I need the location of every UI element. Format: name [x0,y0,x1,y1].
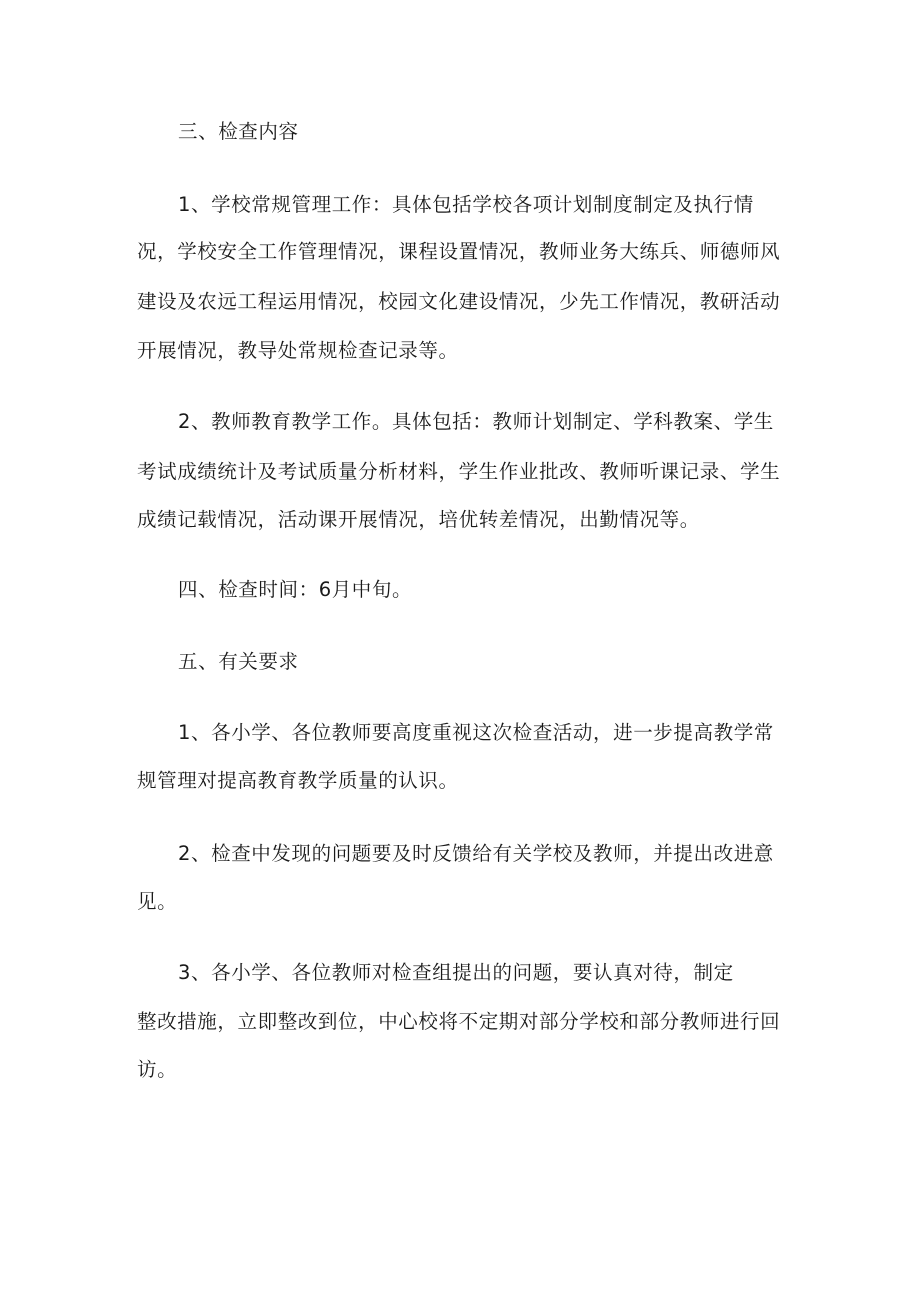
paragraph-line: 1、各小学、各位教师要高度重视这次检查活动，进一步提高教学常 [178,721,774,744]
section-heading-inspection-content: 三、检查内容 [178,120,299,143]
paragraph-line: 整改措施，立即整改到位，中心校将不定期对部分学校和部分教师进行回 [137,1010,781,1033]
paragraph-line: 3、各小学、各位教师对检查组提出的问题，要认真对待，制定 [178,961,734,984]
paragraph-line: 2、教师教育教学工作。具体包括：教师计划制定、学科教案、学生 [178,410,774,433]
paragraph-line: 况，学校安全工作管理情况，课程设置情况，教师业务大练兵、师德师风 [137,240,781,263]
paragraph-line: 规管理对提高教育教学质量的认识。 [137,769,459,792]
paragraph-line: 访。 [137,1058,178,1081]
paragraph-line: 开展情况，教导处常规检查记录等。 [137,339,459,362]
paragraph-line: 1、学校常规管理工作：具体包括学校各项计划制度制定及执行情 [178,193,754,216]
section-heading-requirements: 五、有关要求 [178,650,299,673]
paragraph-line: 成绩记载情况，活动课开展情况，培优转差情况，出勤情况等。 [137,508,700,531]
paragraph-line: 考试成绩统计及考试质量分析材料，学生作业批改、教师听课记录、学生 [137,460,781,483]
paragraph-line: 见。 [137,890,178,913]
paragraph-line: 建设及农远工程运用情况，校园文化建设情况，少先工作情况，教研活动 [137,290,781,313]
paragraph-line: 2、检查中发现的问题要及时反馈给有关学校及教师，并提出改进意 [178,842,774,865]
section-heading-inspection-time: 四、检查时间：6月中旬。 [178,578,413,601]
